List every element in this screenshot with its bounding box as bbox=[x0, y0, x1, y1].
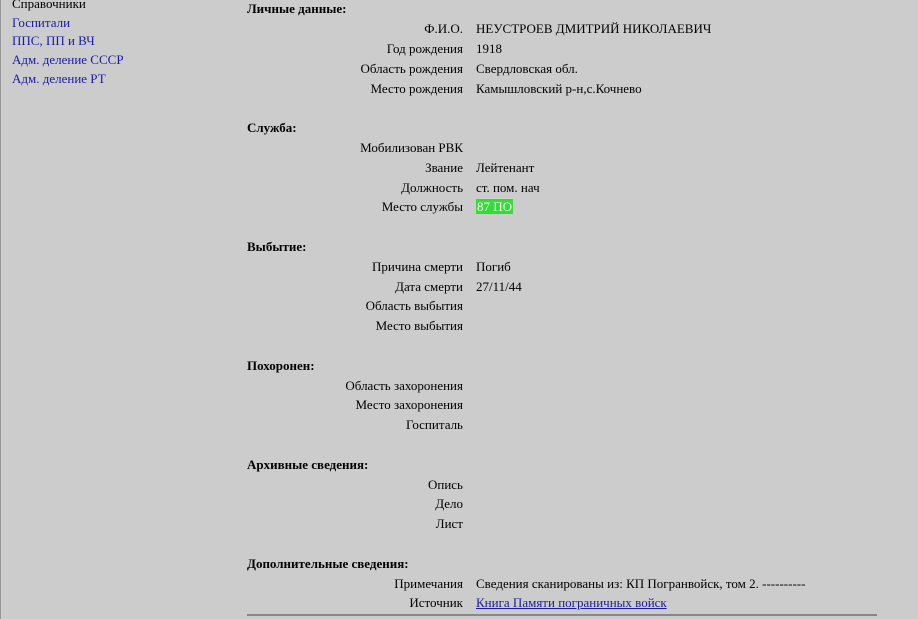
section-title-additional: Дополнительные сведения: bbox=[247, 556, 409, 571]
field-label: Место выбытия bbox=[375, 318, 463, 333]
row-notes bbox=[247, 574, 877, 594]
highlighted-unit: 87 ПО bbox=[477, 199, 513, 214]
section-title-burial: Похоронен: bbox=[247, 358, 315, 373]
field-label: Место захоронения bbox=[355, 397, 463, 412]
field-label: Дело bbox=[435, 496, 463, 511]
row-mobilized bbox=[247, 138, 877, 158]
field-value: Камышловский р-н,с.Кочнево bbox=[476, 81, 642, 96]
window-left-border bbox=[0, 0, 1, 619]
field-label: Ф.И.О. bbox=[424, 21, 463, 36]
field-label: Примечания bbox=[394, 576, 463, 591]
field-label: Дата смерти bbox=[395, 279, 463, 294]
row-birth-region bbox=[247, 59, 877, 79]
row-burial-place bbox=[247, 395, 877, 415]
section-title-archive: Архивные сведения: bbox=[247, 457, 369, 472]
field-value: 27/11/44 bbox=[476, 279, 522, 294]
row-death-cause bbox=[247, 257, 877, 277]
field-label: Опись bbox=[427, 477, 463, 492]
row-sheet bbox=[247, 514, 877, 534]
field-label: Область захоронения bbox=[345, 378, 463, 393]
field-label: Должность bbox=[401, 180, 463, 195]
field-value bbox=[476, 197, 513, 217]
field-value: 1918 bbox=[476, 41, 502, 56]
row-case bbox=[247, 494, 877, 514]
section-title-service: Служба: bbox=[247, 120, 297, 135]
sidebar-link-pps[interactable]: ППС, ПП и ВЧ bbox=[12, 33, 95, 49]
field-label: Мобилизован РВК bbox=[360, 140, 463, 155]
field-value: Свердловская обл. bbox=[476, 61, 578, 76]
field-label: Лист bbox=[435, 516, 463, 531]
sidebar-link-ussr-divisions[interactable]: Адм. деление СССР bbox=[12, 52, 124, 68]
row-burial-region bbox=[247, 376, 877, 396]
sidebar-link-hospitals[interactable]: Госпитали bbox=[12, 14, 71, 30]
field-value: НЕУСТРОЕВ ДМИТРИЙ НИКОЛАЕВИЧ bbox=[476, 21, 712, 36]
row-hospital bbox=[247, 415, 877, 435]
row-inventory bbox=[247, 475, 877, 495]
field-value: Погиб bbox=[476, 259, 511, 274]
field-value: Лейтенант bbox=[476, 160, 535, 175]
row-source bbox=[247, 593, 877, 613]
field-label: Область рождения bbox=[360, 61, 463, 76]
field-label: Звание bbox=[425, 160, 463, 175]
sidebar bbox=[12, 0, 212, 88]
section-title-personal: Личные данные: bbox=[247, 1, 347, 16]
row-service-place bbox=[247, 197, 877, 217]
field-label: Место службы bbox=[381, 199, 463, 214]
field-label: Область выбытия bbox=[365, 298, 463, 313]
sidebar-heading: Справочники bbox=[12, 0, 86, 11]
source-link[interactable]: Книга Памяти пограничных войск bbox=[476, 595, 667, 610]
field-value: ст. пом. нач bbox=[476, 180, 540, 195]
row-birth-year bbox=[247, 39, 877, 59]
field-label: Госпиталь bbox=[405, 417, 463, 432]
row-position bbox=[247, 178, 877, 198]
section-title-departure: Выбытие: bbox=[247, 239, 307, 254]
field-label: Год рождения bbox=[386, 41, 463, 56]
row-departure-place bbox=[247, 316, 877, 336]
sidebar-link-rt-divisions[interactable]: Адм. деление РТ bbox=[12, 70, 106, 86]
row-departure-region bbox=[247, 296, 877, 316]
field-value bbox=[476, 593, 667, 613]
row-birth-place bbox=[247, 79, 877, 99]
row-fio bbox=[247, 19, 877, 39]
field-value: Сведения сканированы из: КП Погранвойск, том 2. ---------- bbox=[476, 576, 806, 591]
field-label: Источник bbox=[409, 595, 463, 610]
field-label: Причина смерти bbox=[371, 259, 463, 274]
field-label: Место рождения bbox=[370, 81, 463, 96]
row-death-date bbox=[247, 277, 877, 297]
bottom-divider bbox=[247, 614, 877, 616]
row-rank bbox=[247, 158, 877, 178]
